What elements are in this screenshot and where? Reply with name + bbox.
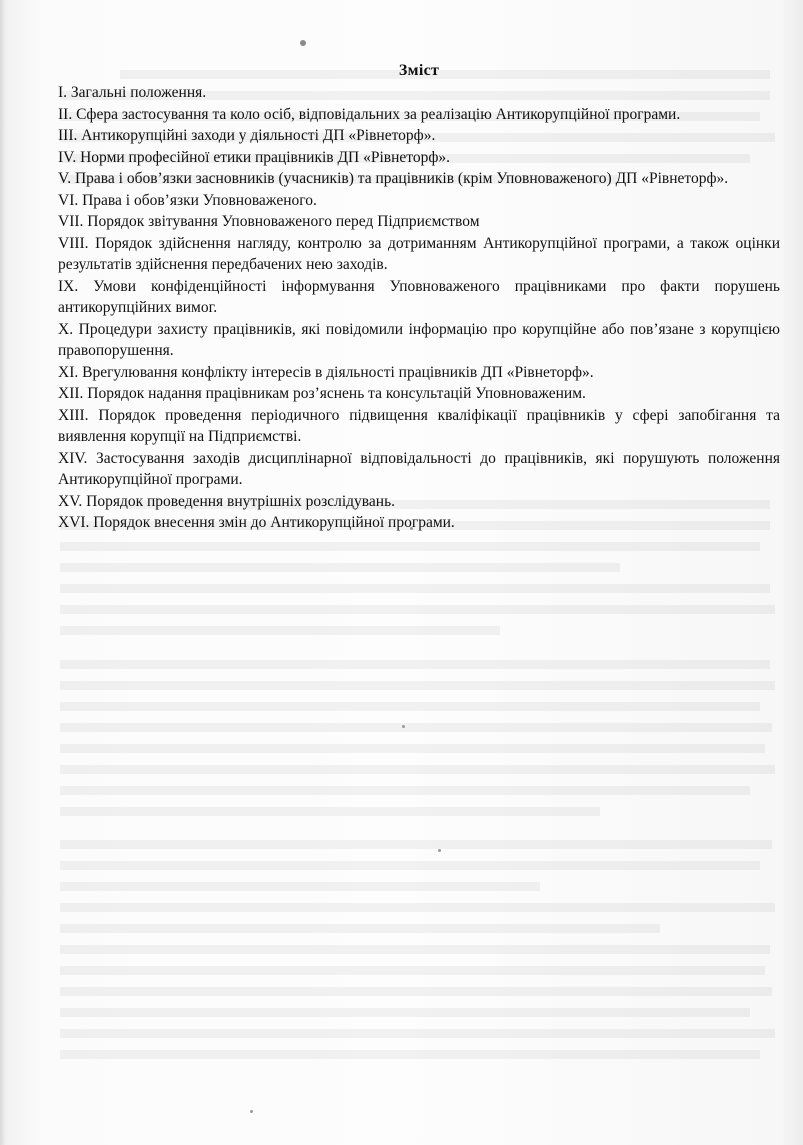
scan-speck: [402, 725, 405, 728]
toc-list: [58, 82, 780, 534]
toc-item: XV. Порядок проведення внутрішніх розслідувань.: [58, 492, 396, 510]
toc-item: IV. Норми професійної етики працівників ДП «Рівнеторф».: [58, 148, 451, 166]
scan-speck: [250, 1110, 253, 1113]
toc-item: ХІІІ. Порядок проведення періодичного підвищення кваліфікації працівників у сфері запобігання та виявлення корупції на Підприємстві.: [58, 406, 780, 445]
table-of-contents: [58, 62, 780, 534]
toc-item: VIII. Порядок здійснення нагляду, контролю за дотриманням Антикорупційної програми, а також оцінки результатів здійснення передбачених нею заходів.: [58, 234, 780, 273]
toc-item: VI. Права і обов’язки Уповноваженого.: [58, 191, 317, 209]
toc-item: VII. Порядок звітування Уповноваженого перед Підприємством: [58, 213, 480, 230]
toc-item: І. Загальні положення.: [58, 84, 207, 101]
toc-item: ІІ. Сфера застосування та коло осіб, відповідальних за реалізацію Антикорупційної програми.: [58, 105, 681, 123]
toc-item: ХІІ. Порядок надання працівникам роз’яснень та консультацій Уповноваженим.: [58, 385, 586, 402]
toc-item: ІІІ. Антикорупційні заходи у діяльності ДП «Рівнеторф».: [58, 127, 436, 144]
punch-hole-mark: [300, 40, 306, 46]
toc-title: Зміст: [398, 62, 440, 79]
toc-item: V. Права і обов’язки засновників (учасників) та працівників (крім Уповноваженого) ДП «Рівнеторф».: [58, 170, 729, 187]
toc-item: XIV. Застосування заходів дисциплінарної відповідальності до працівників, які порушують положення Антикорупційної програми.: [58, 449, 780, 488]
toc-item: ХІ. Врегулювання конфлікту інтересів в діяльності працівників ДП «Рівнеторф».: [58, 363, 594, 381]
toc-item: XVI. Порядок внесення змін до Антикорупційної програми.: [58, 514, 455, 531]
toc-item: Х. Процедури захисту працівників, які повідомили інформацію про корупційне або пов’язане з корупцією правопорушення.: [58, 320, 780, 359]
scan-speck: [438, 849, 441, 852]
toc-item: IX. Умови конфіденційності інформування Уповноваженого працівниками про факти порушень антикорупційних вимог.: [58, 277, 780, 316]
